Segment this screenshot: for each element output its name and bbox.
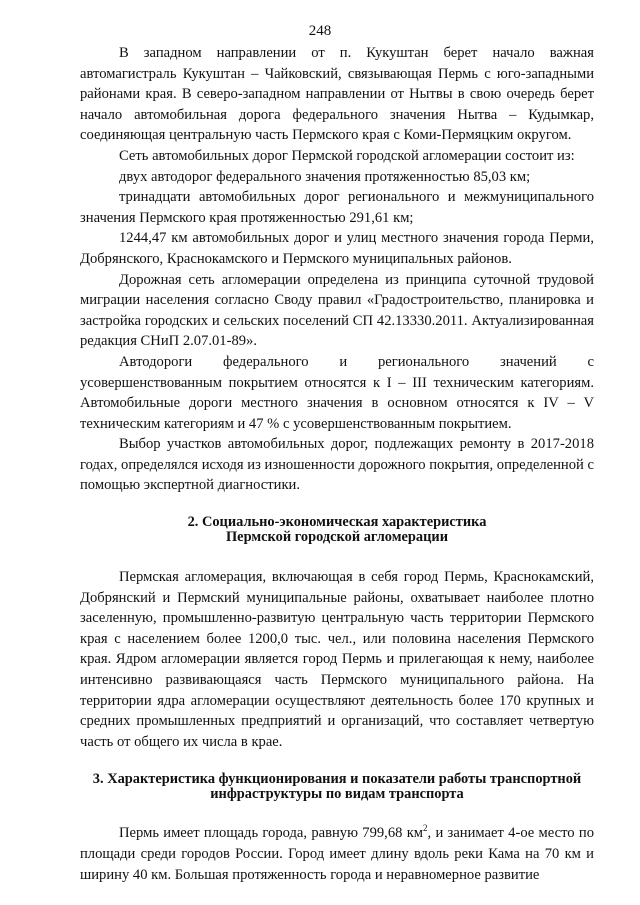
paragraph-city-area <box>80 823 594 885</box>
section-2-heading-line-2: Пермской городской агломерации <box>225 529 448 546</box>
section-2-heading <box>80 515 594 545</box>
square-superscript: 2 <box>423 823 428 834</box>
paragraph-road-network-principle: Дорожная сеть агломерации определена из принципа суточной трудовой миграции населения согласно Своду правил «Градостроительство, планировка и застройка городских и сельских поселений СП 42.13330.2011. Актуализированная редакция СНиП 2.07.01-89». <box>80 271 594 350</box>
section-2-heading-line-1: 2. Социально-экономическая характеристика <box>187 514 487 531</box>
document-body <box>80 43 594 885</box>
paragraph-highways-west: В западном направлении от п. Кукуштан берет начало важная автомагистраль Кукуштан – Чайковский, связывающая Пермь с юго-западными районами края. В северо-западном направлении от Нытвы в свою очередь берет начало автомобильная дорога федерального значения Нытва – Кудымкар, соединяющая центральную часть Пермского края с Коми-Пермяцким округом. <box>80 45 594 144</box>
section-3-heading <box>80 772 594 802</box>
section-3-heading-line-1: 3. Характеристика функционирования и показатели работы транспортной <box>92 771 582 788</box>
paragraph-city-area-end: , и занимает 4-ое место по площади среди городов России. Город имеет длину вдоль реки Кама на 70 км и ширину 40 км. Большая протяженность города и неравномерное развитие <box>80 825 594 883</box>
paragraph-local-roads: 1244,47 км автомобильных дорог и улиц местного значения города Перми, Добрянского, Краснокамского и Пермского муниципальных районов. <box>80 230 594 267</box>
paragraph-network-intro: Сеть автомобильных дорог Пермской городской агломерации состоит из: <box>119 147 575 164</box>
page-number: 248 <box>308 23 332 39</box>
paragraph-road-categories: Автодороги федерального и регионального значений с усовершенствованным покрытием относятся к I – III техническим категориям. Автомобильные дороги местного значения в основном относятся к IV – V техническим категориям и 47 % с усовершенствованным покрытием. <box>80 353 594 432</box>
paragraph-agglomeration: Пермская агломерация, включающая в себя город Пермь, Краснокамский, Добрянский и Пермский муниципальные районы, охватывает наиболее плотно заселенную, промышленно-развитую центральную часть территории Пермского края с населением более 1200,0 тыс. чел., или половина населения Пермского края. Ядром агломерации является город Пермь и прилегающая к нему, наиболее интенсивно развивающаяся часть Пермского муниципального района. На территории ядра агломерации осуществляют деятельность более 170 крупных и средних промышленных предприятий и организаций, что составляет четвертую часть от общего их числа в крае. <box>80 569 594 750</box>
paragraph-federal-roads: двух автодорог федерального значения протяженностью 85,03 км; <box>119 168 531 185</box>
paragraph-city-area-start: Пермь имеет площадь города, равную 799,68 км <box>119 825 424 842</box>
section-3-heading-line-2: инфраструктуры по видам транспорта <box>210 786 464 803</box>
paragraph-regional-roads: тринадцати автомобильных дорог регионального и межмуниципального значения Пермского края протяженностью 291,61 км; <box>80 189 594 226</box>
paragraph-repair-selection: Выбор участков автомобильных дорог, подлежащих ремонту в 2017-2018 годах, определялся исходя из изношенности дорожного покрытия, определенной с помощью экспертной диагностики. <box>80 436 594 494</box>
